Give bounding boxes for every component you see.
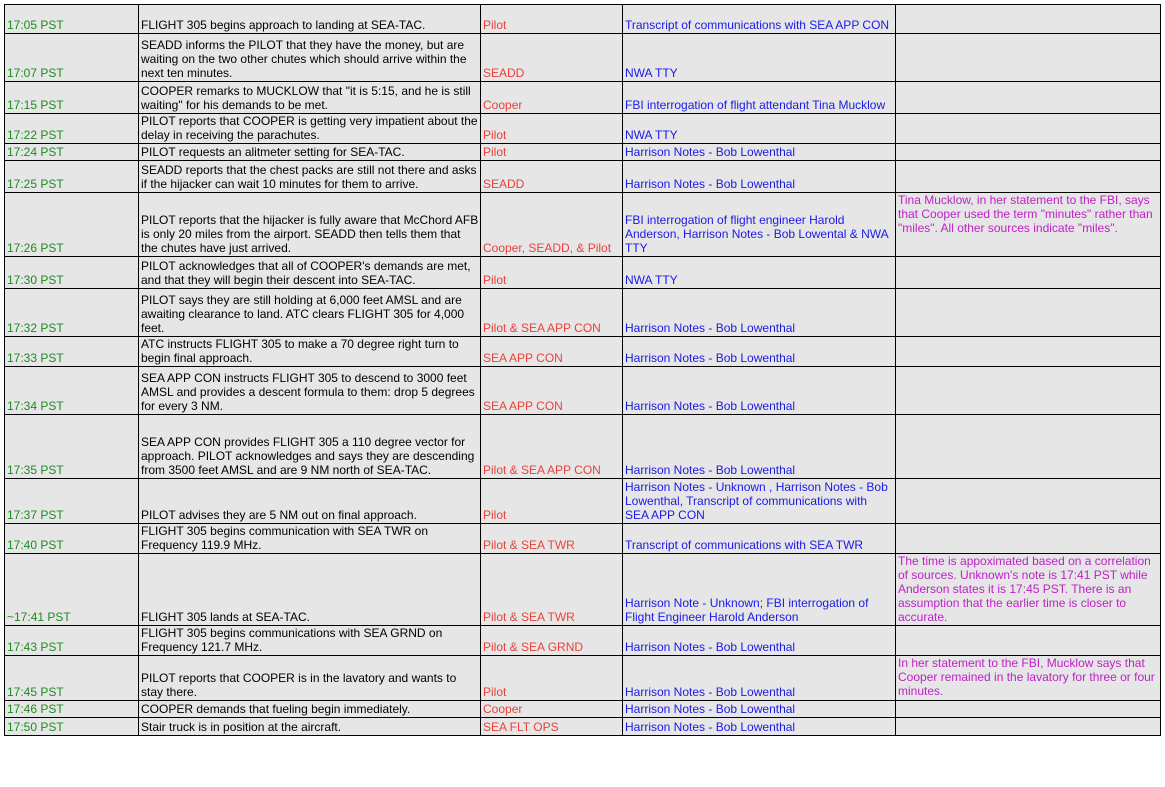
event-cell[interactable]: ATC instructs FLIGHT 305 to make a 70 degree right turn to begin final approach.: [139, 337, 481, 367]
source-cell[interactable]: Harrison Notes - Bob Lowenthal: [623, 289, 896, 337]
table-row: [5, 161, 1161, 193]
table-row: [5, 479, 1161, 524]
party-cell[interactable]: SEADD: [481, 34, 623, 82]
event-cell[interactable]: SEADD reports that the chest packs are still not there and asks if the hijacker can wait 10 minutes for them to arrive.: [139, 161, 481, 193]
table-row: [5, 289, 1161, 337]
note-cell[interactable]: [896, 114, 1161, 144]
time-cell[interactable]: ~17:41 PST: [5, 554, 139, 626]
time-cell[interactable]: 17:24 PST: [5, 144, 139, 161]
note-cell[interactable]: [896, 161, 1161, 193]
party-cell[interactable]: Cooper: [481, 82, 623, 114]
event-cell[interactable]: PILOT requests an alitmeter setting for SEA-TAC.: [139, 144, 481, 161]
table-row: [5, 718, 1161, 736]
note-cell[interactable]: [896, 479, 1161, 524]
party-cell[interactable]: Pilot: [481, 656, 623, 701]
event-cell[interactable]: Stair truck is in position at the aircraft.: [139, 718, 481, 736]
party-cell[interactable]: Pilot & SEA GRND: [481, 626, 623, 656]
table-row: [5, 524, 1161, 554]
time-cell[interactable]: 17:26 PST: [5, 193, 139, 257]
time-cell[interactable]: 17:25 PST: [5, 161, 139, 193]
event-cell[interactable]: COOPER remarks to MUCKLOW that "it is 5:15, and he is still waiting" for his demands to be met.: [139, 82, 481, 114]
source-cell[interactable]: Harrison Notes - Bob Lowenthal: [623, 626, 896, 656]
event-cell[interactable]: PILOT acknowledges that all of COOPER's demands are met, and that they will begin their descent into SEA-TAC.: [139, 257, 481, 289]
time-cell[interactable]: 17:34 PST: [5, 367, 139, 415]
party-cell[interactable]: Pilot: [481, 479, 623, 524]
source-cell[interactable]: Harrison Notes - Bob Lowenthal: [623, 701, 896, 718]
party-cell[interactable]: Cooper: [481, 701, 623, 718]
time-cell[interactable]: 17:46 PST: [5, 701, 139, 718]
table-row: [5, 144, 1161, 161]
note-cell[interactable]: [896, 337, 1161, 367]
time-cell[interactable]: 17:05 PST: [5, 5, 139, 34]
table-row: [5, 656, 1161, 701]
source-cell[interactable]: Harrison Notes - Bob Lowenthal: [623, 718, 896, 736]
note-cell[interactable]: [896, 701, 1161, 718]
table-row: [5, 367, 1161, 415]
event-cell[interactable]: PILOT reports that COOPER is in the lavatory and wants to stay there.: [139, 656, 481, 701]
time-cell[interactable]: 17:33 PST: [5, 337, 139, 367]
time-cell[interactable]: 17:22 PST: [5, 114, 139, 144]
table-row: [5, 337, 1161, 367]
note-cell[interactable]: [896, 144, 1161, 161]
event-cell[interactable]: FLIGHT 305 begins approach to landing at SEA-TAC.: [139, 5, 481, 34]
note-cell[interactable]: In her statement to the FBI, Mucklow says that Cooper remained in the lavatory for three or four minutes.: [896, 656, 1161, 701]
time-cell[interactable]: 17:40 PST: [5, 524, 139, 554]
source-cell[interactable]: NWA TTY: [623, 114, 896, 144]
source-cell[interactable]: NWA TTY: [623, 257, 896, 289]
time-cell[interactable]: 17:35 PST: [5, 415, 139, 479]
table-row: [5, 626, 1161, 656]
table-row: [5, 82, 1161, 114]
event-cell[interactable]: PILOT reports that COOPER is getting very impatient about the delay in receiving the parachutes.: [139, 114, 481, 144]
note-cell[interactable]: Tina Mucklow, in her statement to the FBI, says that Cooper used the term "minutes" rather than "miles". All other sources indicate "miles".: [896, 193, 1161, 257]
source-cell[interactable]: Transcript of communications with SEA TWR: [623, 524, 896, 554]
note-cell[interactable]: [896, 718, 1161, 736]
event-cell[interactable]: COOPER demands that fueling begin immediately.: [139, 701, 481, 718]
party-cell[interactable]: Pilot: [481, 257, 623, 289]
note-cell[interactable]: [896, 34, 1161, 82]
party-cell[interactable]: Pilot: [481, 144, 623, 161]
table-row: [5, 554, 1161, 626]
party-cell[interactable]: SEA APP CON: [481, 337, 623, 367]
event-cell[interactable]: FLIGHT 305 lands at SEA-TAC.: [139, 554, 481, 626]
timeline-spreadsheet: [4, 4, 1161, 736]
time-cell[interactable]: 17:45 PST: [5, 656, 139, 701]
source-cell[interactable]: FBI interrogation of flight attendant Tina Mucklow: [623, 82, 896, 114]
event-cell[interactable]: PILOT advises they are 5 NM out on final approach.: [139, 479, 481, 524]
source-cell[interactable]: Harrison Notes - Bob Lowenthal: [623, 656, 896, 701]
time-cell[interactable]: 17:37 PST: [5, 479, 139, 524]
table-row: [5, 5, 1161, 34]
source-cell[interactable]: NWA TTY: [623, 34, 896, 82]
note-cell[interactable]: [896, 367, 1161, 415]
source-cell[interactable]: Harrison Notes - Bob Lowenthal: [623, 144, 896, 161]
party-cell[interactable]: SEA APP CON: [481, 367, 623, 415]
party-cell[interactable]: Pilot & SEA APP CON: [481, 415, 623, 479]
party-cell[interactable]: Pilot: [481, 114, 623, 144]
event-cell[interactable]: SEADD informs the PILOT that they have the money, but are waiting on the two other chutes which should arrive within the next ten minutes.: [139, 34, 481, 82]
source-cell[interactable]: Harrison Notes - Bob Lowenthal: [623, 337, 896, 367]
table-row: [5, 415, 1161, 479]
source-cell[interactable]: FBI interrogation of flight engineer Harold Anderson, Harrison Notes - Bob Lowental & NWA TTY: [623, 193, 896, 257]
note-cell[interactable]: [896, 524, 1161, 554]
party-cell[interactable]: SEA FLT OPS: [481, 718, 623, 736]
note-cell[interactable]: [896, 289, 1161, 337]
time-cell[interactable]: 17:43 PST: [5, 626, 139, 656]
source-cell[interactable]: Harrison Notes - Bob Lowenthal: [623, 161, 896, 193]
event-cell[interactable]: SEA APP CON provides FLIGHT 305 a 110 degree vector for approach. PILOT acknowledges and says they are descending from 3500 feet AMSL and are 9 NM north of SEA-TAC.: [139, 415, 481, 479]
note-cell[interactable]: The time is appoximated based on a correlation of sources. Unknown's note is 17:41 PST while Anderson states it is 17:45 PST. There is an assumption that the earlier time is closer to accurate.: [896, 554, 1161, 626]
event-cell[interactable]: FLIGHT 305 begins communications with SEA GRND on Frequency 121.7 MHz.: [139, 626, 481, 656]
source-cell[interactable]: Harrison Notes - Bob Lowenthal: [623, 367, 896, 415]
table-row: [5, 34, 1161, 82]
table-row: [5, 701, 1161, 718]
party-cell[interactable]: Pilot & SEA TWR: [481, 524, 623, 554]
time-cell[interactable]: 17:07 PST: [5, 34, 139, 82]
event-cell[interactable]: SEA APP CON instructs FLIGHT 305 to descend to 3000 feet AMSL and provides a descent formula to them: drop 5 degrees for every 3 NM.: [139, 367, 481, 415]
note-cell[interactable]: [896, 5, 1161, 34]
event-cell[interactable]: PILOT reports that the hijacker is fully aware that McChord AFB is only 20 miles from the airport. SEADD then tells them that the chutes have just arrived.: [139, 193, 481, 257]
note-cell[interactable]: [896, 415, 1161, 479]
source-cell[interactable]: Harrison Notes - Unknown , Harrison Notes - Bob Lowenthal, Transcript of communications with SEA APP CON: [623, 479, 896, 524]
party-cell[interactable]: Pilot & SEA APP CON: [481, 289, 623, 337]
party-cell[interactable]: Pilot & SEA TWR: [481, 554, 623, 626]
party-cell[interactable]: Cooper, SEADD, & Pilot: [481, 193, 623, 257]
note-cell[interactable]: [896, 82, 1161, 114]
time-cell[interactable]: 17:15 PST: [5, 82, 139, 114]
table-row: [5, 193, 1161, 257]
party-cell[interactable]: SEADD: [481, 161, 623, 193]
source-cell[interactable]: Harrison Notes - Bob Lowenthal: [623, 415, 896, 479]
party-cell[interactable]: Pilot: [481, 5, 623, 34]
event-cell[interactable]: FLIGHT 305 begins communication with SEA TWR on Frequency 119.9 MHz.: [139, 524, 481, 554]
table-row: [5, 257, 1161, 289]
table-row: [5, 114, 1161, 144]
event-cell[interactable]: PILOT says they are still holding at 6,000 feet AMSL and are awaiting clearance to land. ATC clears FLIGHT 305 for 4,000 feet.: [139, 289, 481, 337]
source-cell[interactable]: Harrison Note - Unknown; FBI interrogation of Flight Engineer Harold Anderson: [623, 554, 896, 626]
source-cell[interactable]: Transcript of communications with SEA APP CON: [623, 5, 896, 34]
time-cell[interactable]: 17:32 PST: [5, 289, 139, 337]
note-cell[interactable]: [896, 257, 1161, 289]
note-cell[interactable]: [896, 626, 1161, 656]
time-cell[interactable]: 17:50 PST: [5, 718, 139, 736]
time-cell[interactable]: 17:30 PST: [5, 257, 139, 289]
